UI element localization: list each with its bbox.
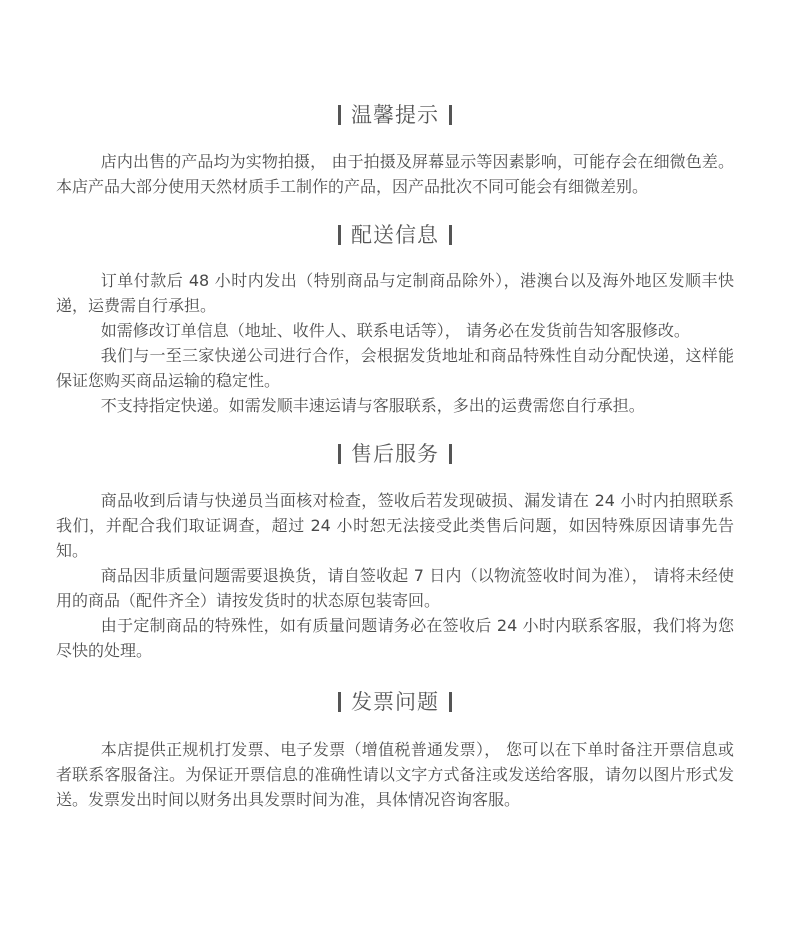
paragraph: 本店提供正规机打发票、电子发票（增值税普通发票）， 您可以在下单时备注开票信息或者联系客服备注。为保证开票信息的准确性请以文字方式备注或发送给客服，请勿以图片形式发送。发票发出时间以财务出具发票时间为准，具体情况咨询客服。 bbox=[56, 740, 734, 809]
title-bar-left bbox=[338, 444, 341, 464]
section-title-text: 售后服务 bbox=[351, 442, 439, 466]
section-shipping bbox=[56, 220, 734, 418]
section-body-after-sales bbox=[56, 488, 734, 663]
section-title-text: 温馨提示 bbox=[351, 103, 439, 127]
section-title-text: 配送信息 bbox=[351, 223, 439, 247]
paragraph: 不支持指定快递。如需发顺丰速运请与客服联系，多出的运费需您自行承担。 bbox=[100, 396, 645, 415]
section-title-text: 发票问题 bbox=[351, 690, 439, 714]
section-tips bbox=[56, 100, 734, 199]
paragraph: 商品因非质量问题需要退换货，请自签收起 7 日内（以物流签收时间为准）， 请将未经使用的商品（配件齐全）请按发货时的状态原包装寄回。 bbox=[56, 566, 734, 610]
section-title-after-sales bbox=[56, 439, 734, 469]
section-body-invoice bbox=[56, 737, 734, 812]
section-after-sales bbox=[56, 439, 734, 663]
section-body-tips bbox=[56, 149, 734, 199]
paragraph: 店内出售的产品均为实物拍摄， 由于拍摄及屏幕显示等因素影响，可能存会在细微色差。本店产品大部分使用天然材质手工制作的产品，因产品批次不同可能会有细微差别。 bbox=[56, 152, 734, 196]
title-bar-left bbox=[338, 225, 341, 245]
title-bar-right bbox=[449, 105, 452, 125]
title-bar-left bbox=[338, 105, 341, 125]
section-title-invoice bbox=[56, 687, 734, 717]
section-invoice bbox=[56, 687, 734, 812]
title-bar-right bbox=[449, 225, 452, 245]
paragraph: 由于定制商品的特殊性，如有质量问题请务必在签收后 24 小时内联系客服，我们将为您尽快的处理。 bbox=[56, 616, 734, 660]
section-title-shipping bbox=[56, 220, 734, 250]
section-body-shipping bbox=[56, 268, 734, 418]
paragraph: 订单付款后 48 小时内发出（特别商品与定制商品除外），港澳台以及海外地区发顺丰快递，运费需自行承担。 bbox=[56, 271, 734, 315]
paragraph: 我们与一至三家快递公司进行合作，会根据发货地址和商品特殊性自动分配快递，这样能保证您购买商品运输的稳定性。 bbox=[56, 346, 734, 390]
paragraph: 商品收到后请与快递员当面核对检查，签收后若发现破损、漏发请在 24 小时内拍照联系我们，并配合我们取证调查，超过 24 小时恕无法接受此类售后问题，如因特殊原因请事先告知。 bbox=[56, 491, 734, 560]
section-title-tips bbox=[56, 100, 734, 130]
title-bar-left bbox=[338, 692, 341, 712]
paragraph: 如需修改订单信息（地址、收件人、联系电话等）， 请务必在发货前告知客服修改。 bbox=[100, 321, 690, 340]
title-bar-right bbox=[449, 444, 452, 464]
title-bar-right bbox=[449, 692, 452, 712]
